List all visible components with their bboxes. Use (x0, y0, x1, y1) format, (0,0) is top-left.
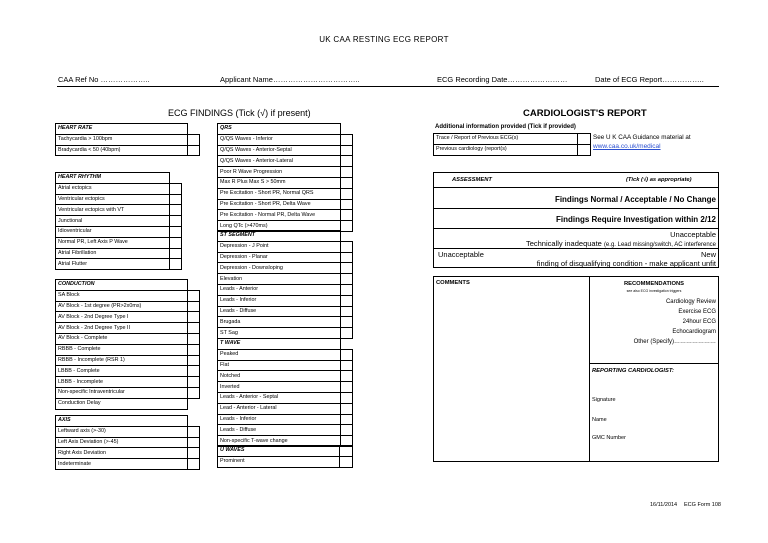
additional-info-label: Additional information provided (Tick if provided) (435, 124, 576, 130)
qrs-item: Max R Plus Max S > 50mm (218, 177, 341, 188)
tick-box[interactable] (187, 134, 200, 145)
qrs-item: Q/QS Waves - Inferior (218, 134, 341, 145)
tick-box[interactable] (187, 323, 200, 334)
caa-ref-field[interactable]: CAA Ref No ……………….. (58, 75, 150, 84)
st-item: Leads - Anterior (218, 284, 341, 295)
assessment-header-row (434, 173, 718, 188)
t-wave-heading: T WAVE (218, 339, 341, 350)
tick-box[interactable] (340, 134, 353, 145)
tick-box[interactable] (187, 387, 200, 398)
guidance-link[interactable]: www.caa.co.uk/medical (593, 143, 661, 150)
tick-box[interactable] (340, 274, 353, 285)
rhythm-item: Atrial Flutter (56, 259, 170, 270)
conduction-item: RBBB - Incomplete (RSR 1) (56, 355, 188, 366)
tick-box[interactable] (340, 306, 353, 317)
st-item: Depression - J Point (218, 241, 341, 252)
comments-label: COMMENTS (436, 280, 470, 286)
st-item: Leads - Diffuse (218, 306, 341, 317)
conduction-item: AV Block - 2nd Degree Type I (56, 312, 188, 323)
rhythm-item: Junctional (56, 216, 170, 227)
qrs-item: Q/QS Waves - Anterior-Septal (218, 145, 341, 156)
tick-box[interactable] (187, 448, 200, 459)
t-wave-item: Notched (218, 371, 341, 382)
conduction-table (55, 279, 200, 410)
st-item: Depression - Downsloping (218, 263, 341, 274)
recording-date-field[interactable]: ECG Recording Date…………………… (437, 75, 568, 84)
tick-box[interactable] (169, 205, 182, 216)
qrs-item: Pre Excitation - Short PR, Delta Wave (218, 199, 341, 210)
hr-item: Bradycardia < 50 (40bpm) (56, 145, 188, 156)
cardiologist-title: CARDIOLOGIST'S REPORT (523, 108, 647, 119)
tick-box[interactable] (578, 144, 591, 155)
conduction-item: LBBB - Complete (56, 366, 188, 377)
axis-item: Indeterminate (56, 459, 188, 470)
tick-box[interactable] (578, 134, 591, 145)
tick-box[interactable] (169, 216, 182, 227)
tick-box[interactable] (187, 333, 200, 344)
axis-table (55, 415, 200, 470)
footer-date: 16/11/2014 (650, 502, 678, 508)
conduction-item: RBBB - Complete (56, 344, 188, 355)
qrs-item: Pre Excitation - Short PR, Normal QRS (218, 188, 341, 199)
tick-box[interactable] (340, 382, 353, 393)
name-label[interactable]: Name (592, 417, 607, 423)
tick-box[interactable] (187, 355, 200, 366)
tick-box[interactable] (187, 312, 200, 323)
tick-note: (Tick (√) as appropriate) (626, 177, 692, 183)
tick-box[interactable] (340, 371, 353, 382)
qrs-item: Long QTc (>470ms) (218, 221, 341, 232)
tick-box[interactable] (340, 210, 353, 221)
divider (590, 363, 719, 364)
qrs-heading: QRS (218, 124, 341, 135)
prev-cardiology-item: Previous cardiology (report(s) (434, 144, 578, 155)
tick-box[interactable] (169, 248, 182, 259)
rhythm-item: Ventricular ectopics with VT (56, 205, 170, 216)
reporting-cardiologist-label: REPORTING CARDIOLOGIST: (592, 368, 674, 374)
tick-box[interactable] (340, 349, 353, 360)
t-wave-item: Leads - Anterior - Septal (218, 392, 341, 403)
heart-rhythm-table (55, 172, 182, 270)
comments-box[interactable] (433, 276, 719, 462)
recommendations-sub: see also ECG investigation triggers (626, 289, 682, 293)
qrs-item: Pre Excitation - Normal PR, Delta Wave (218, 210, 341, 221)
findings-normal-option[interactable]: Findings Normal / Acceptable / No Change (554, 195, 716, 204)
findings-title: ECG FINDINGS (Tick (√) if present) (168, 108, 311, 118)
tick-box[interactable] (187, 145, 200, 156)
t-wave-table (217, 338, 353, 447)
qrs-item: Poor R Wave Progression (218, 167, 341, 178)
u-waves-table (217, 445, 353, 468)
hr-item: Tachycardia > 100bpm (56, 134, 188, 145)
u-waves-heading: U WAVES (218, 446, 340, 457)
tick-box[interactable] (340, 167, 353, 178)
tick-box[interactable] (187, 290, 200, 301)
divider (434, 228, 718, 229)
axis-item: Right Axis Deviation (56, 448, 188, 459)
tick-box[interactable] (169, 183, 182, 194)
heart-rate-heading: HEART RATE (56, 124, 188, 135)
tick-box[interactable] (340, 392, 353, 403)
conduction-item: AV Block - 1st degree (PR>2x0ms) (56, 301, 188, 312)
axis-item: Left Axis Deviation (>-45) (56, 437, 188, 448)
st-segment-table (217, 230, 353, 339)
tick-box[interactable] (340, 199, 353, 210)
unacceptable-label: Unacceptable (670, 230, 716, 239)
signature-label[interactable]: Signature (592, 397, 616, 403)
tick-box[interactable] (340, 317, 353, 328)
rec-cardiology-review[interactable]: Cardiology Review (665, 299, 716, 305)
t-wave-item: Lead - Anterior - Lateral (218, 403, 341, 414)
conduction-item: SA Block (56, 290, 188, 301)
tick-box[interactable] (340, 360, 353, 371)
assessment-label: ASSESSMENT (452, 177, 492, 183)
tick-box[interactable] (187, 459, 200, 470)
t-wave-item: Peaked (218, 349, 341, 360)
tick-box[interactable] (187, 426, 200, 437)
rhythm-item: Idioventricular (56, 226, 170, 237)
rhythm-item: Atrial Fibrillation (56, 248, 170, 259)
st-item: ST Sag (218, 328, 341, 339)
rhythm-item: Ventricular ectopics (56, 194, 170, 205)
tick-box[interactable] (169, 226, 182, 237)
tick-box[interactable] (340, 446, 353, 457)
tick-box[interactable] (187, 437, 200, 448)
applicant-name-field[interactable]: Applicant Name…………………………….. (220, 75, 360, 84)
st-segment-heading: ST SEGMENT (218, 231, 341, 242)
conduction-item: AV Block - 2nd Degree Type II (56, 323, 188, 334)
additional-info-table (433, 133, 591, 156)
footer-form: ECG Form 108 (684, 502, 721, 508)
findings-investigation-option[interactable]: Findings Require Investigation within 2/12 (555, 215, 716, 224)
tick-box[interactable] (340, 295, 353, 306)
rhythm-item: Atrial ectopics (56, 183, 170, 194)
tick-box[interactable] (340, 145, 353, 156)
divider (434, 248, 718, 249)
t-wave-item: Leads - Diffuse (218, 425, 341, 436)
tick-box[interactable] (340, 188, 353, 199)
tick-box[interactable] (340, 177, 353, 188)
guidance-text: See U K CAA Guidance material at (593, 134, 691, 141)
rec-echocardiogram[interactable]: Echocardiogram (672, 329, 716, 335)
report-date-field[interactable]: Date of ECG Report…………….. (595, 75, 704, 84)
tick-box[interactable] (340, 284, 353, 295)
conduction-heading: CONDUCTION (56, 280, 188, 291)
conduction-item: LBBB - Incomplete (56, 377, 188, 388)
recommendations-label: RECOMMENDATIONS (623, 281, 685, 287)
rec-other-specify[interactable]: Other (Specify)………………… (633, 339, 716, 345)
tick-box[interactable] (340, 156, 353, 167)
technically-inadequate-option[interactable] (434, 239, 716, 248)
u-wave-item: Prominent (218, 456, 340, 467)
tick-box[interactable] (187, 366, 200, 377)
tick-box[interactable] (169, 194, 182, 205)
tick-box[interactable] (187, 377, 200, 388)
rec-exercise-ecg[interactable]: Exercise ECG (678, 309, 716, 315)
t-wave-item: Flat (218, 360, 341, 371)
tick-box[interactable] (340, 263, 353, 274)
tick-box[interactable] (340, 425, 353, 436)
header-rule (57, 86, 719, 87)
rhythm-item: Normal PR, Left Axis P Wave (56, 237, 170, 248)
tick-box[interactable] (340, 328, 353, 339)
unacceptable-left-label: Unacceptable (438, 250, 484, 259)
trace-item: Trace / Report of Previous ECG(s) (434, 134, 578, 145)
technically-inadequate-label: Technically inadequate (525, 239, 602, 248)
heart-rate-table (55, 123, 200, 156)
st-item: Elevation (218, 274, 341, 285)
new-label: New (700, 250, 716, 259)
tick-box[interactable] (340, 414, 353, 425)
axis-heading: AXIS (56, 416, 188, 427)
st-item: Depression - Planar (218, 252, 341, 263)
axis-item: Leftward axis (>-30) (56, 426, 188, 437)
qrs-table (217, 123, 353, 232)
disqualifying-option[interactable]: finding of disqualifying condition - make applicant unfit (536, 259, 716, 268)
tick-box[interactable] (340, 456, 353, 467)
st-item: Leads - Inferior (218, 295, 341, 306)
rec-24hour-ecg[interactable]: 24hour ECG (682, 319, 716, 325)
technically-inadequate-note: (e.g. Lead missing/switch, AC interference (603, 242, 716, 248)
st-item: Brugada (218, 317, 341, 328)
tick-box[interactable] (340, 403, 353, 414)
tick-box[interactable] (169, 259, 182, 270)
divider (434, 208, 718, 209)
tick-box[interactable] (340, 241, 353, 252)
conduction-item: AV Block - Complete (56, 333, 188, 344)
t-wave-item: Inverted (218, 382, 341, 393)
conduction-item: Conduction Delay (56, 398, 188, 409)
tick-box[interactable] (187, 344, 200, 355)
gmc-number-label[interactable]: GMC Number (592, 435, 626, 441)
assessment-box (433, 172, 719, 268)
t-wave-item: Non-specific T-wave change (218, 436, 341, 447)
report-title: UK CAA RESTING ECG REPORT (319, 35, 449, 44)
conduction-item: Non-specific Intraventricular (56, 387, 188, 398)
tick-box[interactable] (169, 237, 182, 248)
t-wave-item: Leads - Inferior (218, 414, 341, 425)
tick-box[interactable] (187, 301, 200, 312)
tick-box[interactable] (340, 252, 353, 263)
qrs-item: Q/QS Waves - Anterior-Lateral (218, 156, 341, 167)
heart-rhythm-heading: HEART RHYTHM (56, 173, 170, 184)
